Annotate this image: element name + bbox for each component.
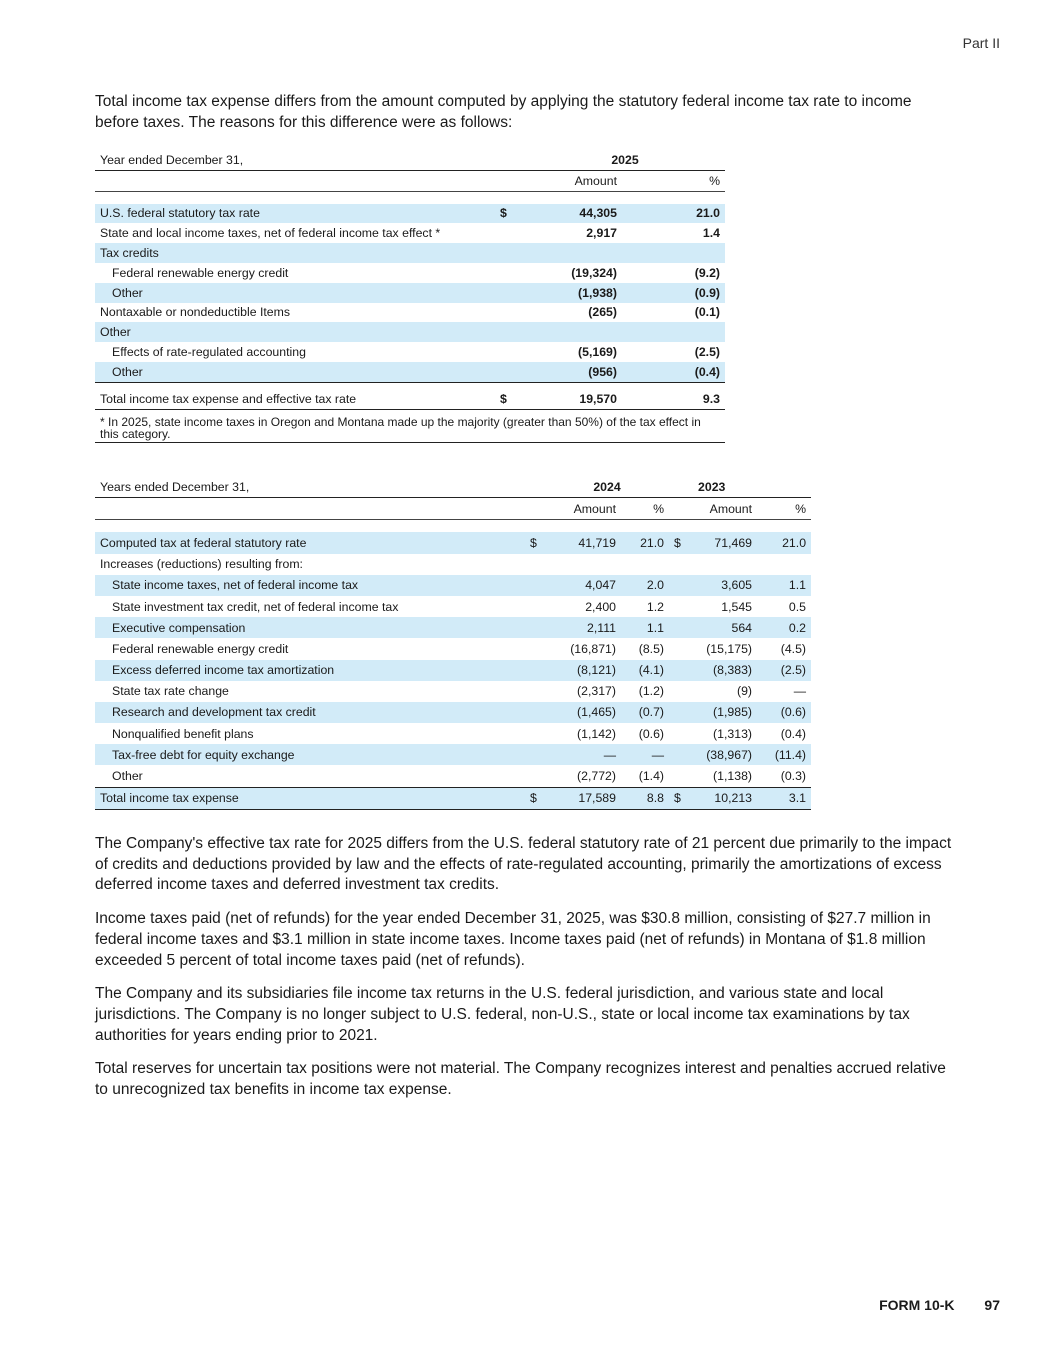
percent: 21.0 [622, 204, 725, 224]
dollar-sign [495, 243, 525, 263]
dollar-sign [525, 660, 545, 681]
amount-2024 [545, 554, 621, 575]
percent-2024: (0.7) [621, 702, 669, 723]
page-number: 97 [984, 1297, 1000, 1313]
dollar-sign [525, 723, 545, 744]
footnote-row [95, 409, 725, 442]
percent-2023: (0.4) [780, 726, 807, 741]
percent-2023: (11.4) [757, 744, 811, 765]
dollar-sign [495, 303, 525, 323]
dollar-sign: $ [669, 787, 687, 809]
percent-2023: — [793, 684, 807, 699]
percent-2024: (1.2) [638, 684, 665, 699]
row-label: Executive compensation [95, 617, 525, 638]
dollar-sign [669, 554, 687, 575]
amount: (956) [525, 362, 622, 382]
amount: (5,169) [578, 345, 617, 360]
dollar-sign [669, 702, 687, 723]
amount-2023: 564 [687, 617, 757, 638]
table-prior-column-headers [95, 498, 811, 520]
dollar-sign [525, 638, 545, 659]
percent-2024: (1.4) [621, 765, 669, 787]
percent [622, 243, 725, 263]
percent-2024: — [621, 744, 669, 765]
percent-2024: 1.1 [621, 617, 669, 638]
year-2024: 2024 [545, 476, 669, 498]
dollar-sign [669, 681, 687, 702]
total-amount: 19,570 [525, 389, 622, 409]
table-row [95, 283, 725, 303]
percent [622, 322, 725, 342]
dollar-sign [525, 554, 545, 575]
dollar-sign: $ [525, 532, 545, 553]
percent-2023: 0.2 [757, 617, 811, 638]
percent-2023: 1.1 [757, 575, 811, 596]
row-label: Federal renewable energy credit [112, 265, 289, 280]
amount-2024: (2,772) [545, 765, 621, 787]
total-row [95, 389, 725, 409]
percent-2024: (0.6) [638, 726, 665, 741]
row-label: Effects of rate-regulated accounting [112, 345, 306, 360]
total-label: Total income tax expense [95, 787, 525, 809]
table-row [95, 660, 811, 681]
percent-2024: 1.2 [646, 599, 665, 614]
row-label: State income taxes, net of federal income tax [95, 575, 525, 596]
paragraph: Income taxes paid (net of refunds) for the year ended December 31, 2025, was $30.8 million, consisting of $27.7 million in federal income taxes and $3.1 million in state income taxes. Income taxes paid (net of refunds) in Montana of $1.8 million exceeded 5 percent of total income taxes paid (net of refunds). [95, 910, 931, 969]
table-row [95, 362, 725, 382]
row-label: U.S. federal statutory tax rate [95, 204, 495, 224]
row-label: Other [95, 322, 495, 342]
amount-2024: (1,142) [577, 726, 616, 741]
total-percent-2023: 3.1 [757, 787, 811, 809]
table-row [95, 532, 811, 553]
amount-2024: (2,317) [577, 684, 616, 699]
amount-2023 [687, 554, 757, 575]
percent: 1.4 [702, 226, 721, 241]
percent: (2.5) [694, 345, 721, 360]
row-label: Other [95, 283, 495, 303]
percent: (9.2) [694, 265, 721, 280]
table-row [95, 575, 811, 596]
dollar-sign [669, 660, 687, 681]
row-label: State and local income taxes, net of federal income tax effect * [100, 226, 441, 241]
table-2025-header-row [95, 150, 725, 170]
dollar-sign: $ [525, 787, 545, 809]
table-row [95, 303, 725, 323]
amount [525, 322, 622, 342]
col-amount: Amount [525, 170, 622, 191]
col-amount: Amount [545, 498, 621, 520]
col-pct: % [621, 498, 669, 520]
row-label: Computed tax at federal statutory rate [95, 532, 525, 553]
intro-text: Total income tax expense differs from the amount computed by applying the statutory federal income tax rate to income before taxes. The reasons for this difference were as follows: [95, 93, 912, 131]
percent-2023: (4.5) [780, 641, 807, 656]
dollar-sign: $ [669, 532, 687, 553]
dollar-sign [495, 342, 525, 362]
percent-2023: (0.3) [757, 765, 811, 787]
amount-2024: (16,871) [570, 641, 616, 656]
row-label: Tax credits [95, 243, 495, 263]
amount-2023: (1,985) [687, 702, 757, 723]
percent-2024: (4.1) [621, 660, 669, 681]
amount-2023: (1,313) [713, 726, 753, 741]
table-row [95, 638, 811, 659]
paragraph: The Company's effective tax rate for 2025 differs from the U.S. federal statutory rate of 21 percent due primarily to the impact of credits and deductions provided by law and the effects of rate-regulated accounting, primarily the amortizations of excess deferred income taxes and deferred investment tax credits. [95, 835, 952, 894]
table-row [95, 681, 811, 702]
row-label: State tax rate change [112, 684, 229, 699]
table-row [95, 322, 725, 342]
dollar-sign [669, 723, 687, 744]
total-amount-2024: 17,589 [545, 787, 621, 809]
dollar-sign [495, 322, 525, 342]
percent: (0.9) [622, 283, 725, 303]
dollar-sign [669, 638, 687, 659]
table-prior-header-row [95, 476, 811, 498]
amount-2023: 1,545 [721, 599, 753, 614]
amount-2024: (8,121) [545, 660, 621, 681]
row-label: Nontaxable or nondeductible Items [100, 305, 291, 320]
col-pct: % [622, 170, 725, 191]
col-pct: % [757, 498, 811, 520]
amount [525, 243, 622, 263]
row-label: Nonqualified benefit plans [112, 726, 254, 741]
total-row [95, 787, 811, 809]
percent-2023: (0.6) [757, 702, 811, 723]
part-label: Part II [962, 35, 1000, 51]
dollar-sign [525, 575, 545, 596]
table-2025-column-headers [95, 170, 725, 191]
amount-2023: (38,967) [687, 744, 757, 765]
year-2023: 2023 [687, 476, 811, 498]
amount-2024: (1,465) [545, 702, 621, 723]
percent-2024 [621, 554, 669, 575]
body-text [95, 834, 955, 1114]
page-footer [879, 1297, 1000, 1313]
percent-2023: 21.0 [757, 532, 811, 553]
row-label: Other [95, 765, 525, 787]
amount-2023: 3,605 [687, 575, 757, 596]
total-percent-2024: 8.8 [621, 787, 669, 809]
dollar-sign [495, 263, 525, 283]
dollar-sign [669, 596, 687, 617]
dollar-sign [525, 702, 545, 723]
amount-2024: 41,719 [545, 532, 621, 553]
amount: 44,305 [525, 204, 622, 224]
row-label: Excess deferred income tax amortization [95, 660, 525, 681]
dollar-sign: $ [495, 389, 525, 409]
amount-2023: (15,175) [706, 641, 753, 656]
dollar-sign [669, 617, 687, 638]
table-row [95, 702, 811, 723]
total-label: Total income tax expense and effective tax rate [95, 389, 495, 409]
dollar-sign: $ [495, 204, 525, 224]
percent-2023: 0.5 [788, 599, 807, 614]
intro-paragraph [95, 91, 945, 133]
row-label: State investment tax credit, net of federal income tax [112, 599, 399, 614]
dollar-sign [495, 283, 525, 303]
row-label: Increases (reductions) resulting from: [100, 557, 303, 572]
table-row [95, 263, 725, 283]
row-label: Other [95, 362, 495, 382]
period-label: Year ended December 31, [95, 150, 495, 170]
tax-rate-table-2024-2023 [95, 476, 811, 810]
year-2025: 2025 [525, 150, 725, 170]
amount-2024: — [545, 744, 621, 765]
paragraph: The Company and its subsidiaries file income tax returns in the U.S. federal jurisdiction, and various state and local jurisdictions. The Company is no longer subject to U.S. federal, non-U.S., state or local income tax examinations by tax authorities for years ending prior to 2021. [95, 985, 910, 1044]
paragraph: Total reserves for uncertain tax positions were not material. The Company recognizes interest and penalties accrued relative to unrecognized tax benefits in income tax expense. [95, 1060, 946, 1099]
amount: (1,938) [525, 283, 622, 303]
table-row [95, 596, 811, 617]
table-row [95, 723, 811, 744]
footnote: * In 2025, state income taxes in Oregon and Montana made up the majority (greater than 50%) of the tax effect in this category. [95, 409, 725, 442]
dollar-sign [525, 765, 545, 787]
period-label: Years ended December 31, [95, 476, 525, 498]
percent-2024: 21.0 [621, 532, 669, 553]
percent-2024: 2.0 [621, 575, 669, 596]
percent-2024: (8.5) [638, 641, 665, 656]
dollar-sign [669, 575, 687, 596]
dollar-sign [495, 223, 525, 243]
row-label: Federal renewable energy credit [112, 641, 289, 656]
amount-2024: 2,111 [545, 617, 621, 638]
dollar-sign [525, 681, 545, 702]
amount-2023: (1,138) [687, 765, 757, 787]
table-row [95, 342, 725, 362]
table-row [95, 765, 811, 787]
table-row [95, 744, 811, 765]
form-label: FORM 10-K [879, 1297, 955, 1313]
percent: (0.4) [622, 362, 725, 382]
table-row [95, 554, 811, 575]
row-label: Research and development tax credit [95, 702, 525, 723]
table-row [95, 204, 725, 224]
dollar-sign [525, 596, 545, 617]
table-row [95, 617, 811, 638]
dollar-sign [525, 617, 545, 638]
dollar-sign [525, 744, 545, 765]
amount-2023: 71,469 [687, 532, 757, 553]
row-label: Tax-free debt for equity exchange [95, 744, 525, 765]
amount: (265) [588, 305, 617, 320]
dollar-sign [669, 744, 687, 765]
percent-2023: (2.5) [757, 660, 811, 681]
percent: (0.1) [694, 305, 721, 320]
table-row [95, 223, 725, 243]
dollar-sign [495, 362, 525, 382]
percent-2023 [757, 554, 811, 575]
amount-2024: 2,400 [585, 599, 616, 614]
dollar-sign [669, 765, 687, 787]
amount-2023: (9) [736, 684, 753, 699]
table-row [95, 243, 725, 263]
total-amount-2023: 10,213 [687, 787, 757, 809]
amount: 2,917 [586, 226, 617, 241]
tax-rate-table-2025 [95, 150, 725, 443]
amount: (19,324) [571, 265, 617, 280]
col-amount: Amount [687, 498, 757, 520]
amount-2024: 4,047 [545, 575, 621, 596]
amount-2023: (8,383) [687, 660, 757, 681]
total-percent: 9.3 [622, 389, 725, 409]
